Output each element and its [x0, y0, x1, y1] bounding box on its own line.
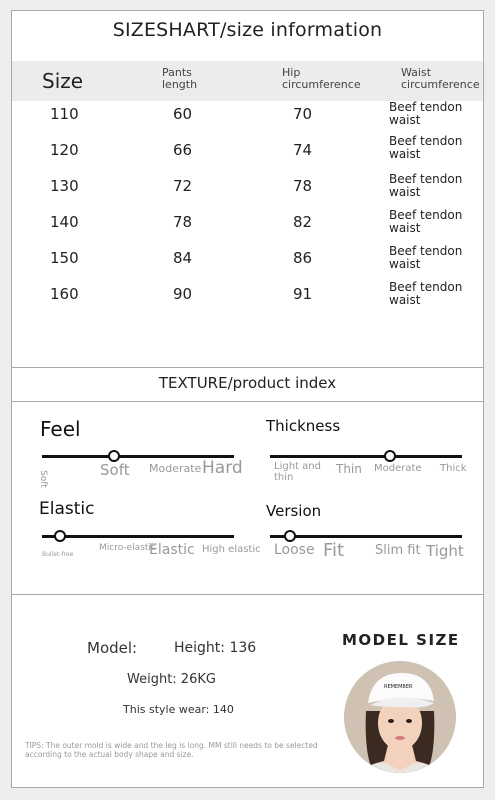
elastic-tick-3: Elastic: [149, 542, 195, 558]
version-label: Version: [266, 502, 322, 520]
thickness-knob: [384, 450, 396, 462]
header-waist-2: circumference: [401, 78, 480, 91]
cell-waist: Beef tendon waist: [389, 208, 463, 235]
cell-size: 150: [50, 249, 79, 267]
size-chart-card: [11, 10, 484, 368]
cell-length: 90: [173, 285, 193, 303]
table-row: [12, 280, 483, 319]
cell-hip: 78: [293, 177, 313, 195]
cell-waist: Beef tendon waist: [389, 100, 463, 127]
feel-tick-3: Moderate: [149, 462, 202, 475]
cell-size: 160: [50, 285, 79, 303]
cell-size: 110: [50, 105, 79, 123]
cell-size: 130: [50, 177, 79, 195]
thickness-tick-3: Moderate: [374, 463, 422, 474]
header-pants-length-1: Pants: [162, 66, 192, 79]
version-tick-4: Tight: [426, 542, 464, 560]
header-size: Size: [42, 69, 84, 93]
model-photo-illustration: [344, 661, 456, 773]
elastic-label: Elastic: [39, 499, 95, 519]
model-label: Model:: [87, 639, 138, 657]
header-pants-length-2: length: [162, 78, 198, 91]
version-tick-3: Slim fit: [375, 543, 421, 558]
cell-length: 84: [173, 249, 193, 267]
model-height: Height: 136: [174, 640, 257, 656]
model-avatar: [344, 661, 456, 773]
cell-waist: Beef tendon waist: [389, 172, 463, 199]
size-table-header: [12, 61, 483, 101]
feel-tick-2: Soft: [100, 461, 130, 479]
model-weight: Weight: 26KG: [127, 672, 216, 687]
header-waist-1: Waist: [401, 66, 432, 79]
model-size-title: MODEL SIZE: [342, 631, 460, 649]
texture-card: [11, 401, 484, 595]
header-hip-1: Hip: [282, 66, 301, 79]
cell-waist: Beef tendon waist: [389, 134, 463, 161]
feel-tick-4: Hard: [202, 458, 243, 478]
version-track: [270, 535, 462, 538]
table-row: [12, 244, 483, 283]
thickness-tick-2: Thin: [336, 462, 362, 476]
texture-title: TEXTURE/product index: [158, 374, 337, 392]
elastic-tick-4: High elastic: [202, 544, 261, 555]
cell-length: 66: [173, 141, 193, 159]
table-row: [12, 172, 483, 211]
cell-hip: 82: [293, 213, 313, 231]
cell-waist: Beef tendon waist: [389, 244, 463, 271]
texture-header-card: [11, 367, 484, 402]
header-hip-2: circumference: [282, 78, 361, 91]
elastic-tick-1: Bullet-free: [42, 551, 74, 558]
cell-size: 140: [50, 213, 79, 231]
thickness-track: [270, 455, 462, 458]
tips-text: TIPS: The outer mold is wide and the leg is long. MM still needs to be selected according to the actual body shape and size.: [25, 741, 318, 759]
cell-hip: 86: [293, 249, 313, 267]
cell-length: 72: [173, 177, 193, 195]
size-chart-title: SIZESHART/size information: [112, 19, 383, 41]
cell-waist: Beef tendon waist: [389, 280, 463, 307]
thickness-tick-1: Light and thin: [274, 461, 321, 483]
cell-hip: 70: [293, 105, 313, 123]
cell-length: 78: [173, 213, 193, 231]
feel-tick-1: Soft: [38, 470, 48, 488]
version-tick-1: Loose: [274, 542, 315, 558]
feel-label: Feel: [40, 417, 81, 441]
table-row: [12, 208, 483, 247]
elastic-tick-2: Micro-elastic: [99, 543, 156, 553]
model-style-wear: This style wear: 140: [123, 703, 234, 716]
cell-hip: 91: [293, 285, 313, 303]
thickness-label: Thickness: [266, 417, 341, 435]
cell-length: 60: [173, 105, 193, 123]
table-row: [12, 134, 483, 175]
version-tick-2: Fit: [323, 540, 345, 561]
cap-text: REMEMBER: [384, 684, 413, 690]
cell-hip: 74: [293, 141, 313, 159]
elastic-knob: [54, 530, 66, 542]
cell-size: 120: [50, 141, 79, 159]
version-knob: [284, 530, 296, 542]
elastic-track: [42, 535, 234, 538]
thickness-tick-4: Thick: [440, 463, 467, 474]
model-card: [11, 594, 484, 788]
